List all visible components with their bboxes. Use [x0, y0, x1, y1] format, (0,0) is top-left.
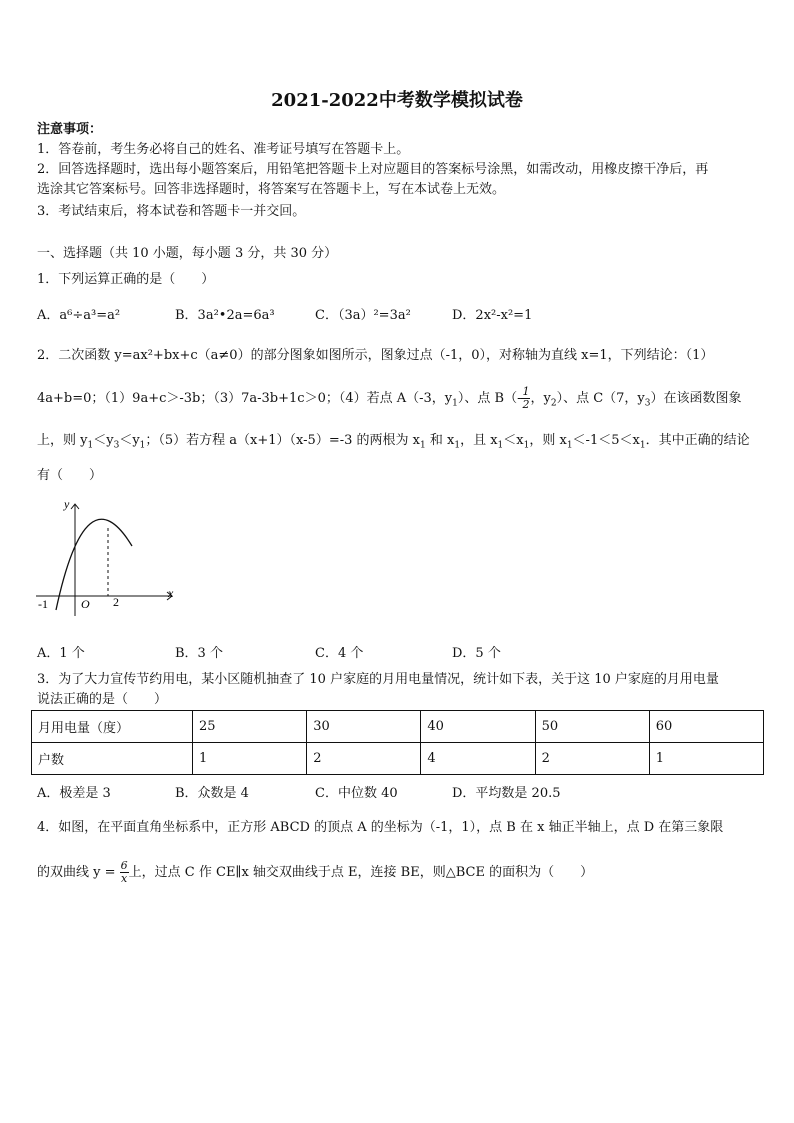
notice-heading: 注意事项：: [37, 122, 103, 137]
q1-option-a: A．a⁶÷a³=a²: [37, 308, 121, 323]
subscript: 2: [550, 398, 557, 409]
q2-option-d: D．5 个: [452, 646, 501, 661]
q2-text: ，且 x: [460, 433, 498, 448]
x-axis-label: x: [168, 586, 174, 600]
q2-option-c: C．4 个: [315, 646, 364, 661]
subscript: 1: [419, 440, 426, 451]
q2-text: ．其中正确的结论: [645, 433, 750, 448]
q2-text: ＜x: [503, 433, 524, 448]
q2-text: ＜-1＜5＜x: [572, 433, 640, 448]
q3-option-d: D．平均数是 20.5: [452, 786, 561, 801]
q1-option-b: B．3a²•2a=6a³: [175, 308, 275, 323]
fraction-numerator: 6: [120, 859, 128, 872]
table-row: [32, 743, 764, 775]
table-cell: 2: [307, 743, 421, 775]
q2-text: 和 x: [425, 433, 455, 448]
subscript: 1: [452, 398, 458, 409]
subscript: 1: [87, 440, 94, 451]
section-heading: 一、选择题（共 10 小题，每小题 3 分，共 30 分）: [37, 246, 338, 261]
subscript: 1: [523, 440, 530, 451]
q3-option-b: B．众数是 4: [175, 786, 249, 801]
q4-text: 上，过点 C 作 CE∥x 轴交双曲线于点 E，连接 BE，则△BCE 的面积为（ ）: [128, 865, 594, 880]
q2-line-4: 有（ ）: [37, 468, 103, 483]
subscript: 1: [139, 440, 146, 451]
q4-text: 的双曲线 y =: [37, 865, 116, 880]
origin-label: O: [81, 597, 90, 611]
q2-text: ；（5）若方程 a（x+1）（x-5）=-3 的两根为 x: [145, 433, 420, 448]
table-cell: 1: [193, 743, 307, 775]
tick-label-2: 2: [113, 595, 119, 609]
table-cell: 60: [649, 711, 763, 743]
subscript: 1: [454, 440, 461, 451]
q2-text: ）在该函数图象: [650, 391, 742, 406]
q2-line-2: [37, 386, 742, 414]
q2-text: 4a+b=0；（1）9a+c＞-3b；（3）7a-3b+1c＞0；（4）若点 A（-3，y: [37, 391, 453, 406]
q2-text: ，则 x: [529, 433, 567, 448]
q2-text: ）、点 C（7，y: [556, 391, 645, 406]
q2-line-1: 2．二次函数 y=ax²+bx+c（a≠0）的部分图象如图所示，图象过点（-1，0），对称轴为直线 x=1，下列结论：（1）: [37, 348, 714, 363]
subscript: 1: [497, 440, 504, 451]
notice-item-1: 1．答卷前，考生务必将自己的姓名、准考证号填写在答题卡上。: [37, 142, 410, 157]
q2-line-3: [37, 431, 750, 456]
subscript: 1: [566, 440, 573, 451]
q2-text: ，y: [530, 391, 551, 406]
q1-option-c: C．（3a）²=3a²: [315, 308, 411, 323]
notice-item-3: 3．考试结束后，将本试卷和答题卡一并交回。: [37, 204, 306, 219]
q3-line-2: 说法正确的是（ ）: [37, 692, 168, 707]
q4-line-1: 4．如图，在平面直角坐标系中，正方形 ABCD 的顶点 A 的坐标为（-1，1），点 B 在 x 轴正半轴上，点 D 在第三象限: [37, 820, 724, 835]
electricity-table: [31, 710, 764, 775]
notice-item-2a: 2．回答选择题时，选出每小题答案后，用铅笔把答题卡上对应题目的答案标号涂黑，如需改动，用橡皮擦干净后，再: [37, 162, 709, 177]
table-cell: 2: [535, 743, 649, 775]
table-cell: 4: [421, 743, 535, 775]
subscript: 3: [113, 440, 120, 451]
notice-item-2b: 选涂其它答案标号。回答非选择题时，将答案写在答题卡上，写在本试卷上无效。: [37, 182, 506, 197]
q2-text: ＜y: [93, 433, 114, 448]
table-cell: 30: [307, 711, 421, 743]
q2-option-a: A．1 个: [37, 646, 85, 661]
parabola-graph: [34, 498, 184, 618]
q3-line-1: 3．为了大力宣传节约用电，某小区随机抽查了 10 户家庭的月用电量情况，统计如下表，关于这 10 户家庭的月用电量: [37, 672, 719, 687]
page-title: 2021-2022中考数学模拟试卷: [271, 90, 523, 111]
table-row: [32, 711, 764, 743]
fraction-6-over-x: [120, 860, 129, 885]
table-cell: 25: [193, 711, 307, 743]
table-cell: 40: [421, 711, 535, 743]
q3-option-a: A．极差是 3: [37, 786, 111, 801]
q1-stem: 1．下列运算正确的是（ ）: [37, 272, 215, 287]
q2-text: 上，则 y: [37, 433, 88, 448]
q2-option-b: B．3 个: [175, 646, 223, 661]
q3-option-c: C．中位数 40: [315, 786, 398, 801]
fraction-numerator: 1: [522, 385, 530, 398]
table-cell: 50: [535, 711, 649, 743]
subscript: 1: [639, 440, 646, 451]
fraction-denominator: 2: [522, 398, 530, 411]
y-axis-label: y: [64, 498, 70, 511]
q2-text: ＜y: [119, 433, 140, 448]
q4-line-2: [37, 860, 593, 885]
table-cell: 户数: [32, 743, 193, 775]
subscript: 3: [644, 398, 651, 409]
table-cell: 月用电量（度）: [32, 711, 193, 743]
q1-option-d: D．2x²-x²=1: [452, 308, 533, 323]
fraction-denominator: x: [121, 872, 128, 885]
tick-label-neg1: -1: [38, 597, 48, 611]
q2-text: ）、点 B（-: [457, 391, 522, 406]
table-cell: 1: [649, 743, 763, 775]
